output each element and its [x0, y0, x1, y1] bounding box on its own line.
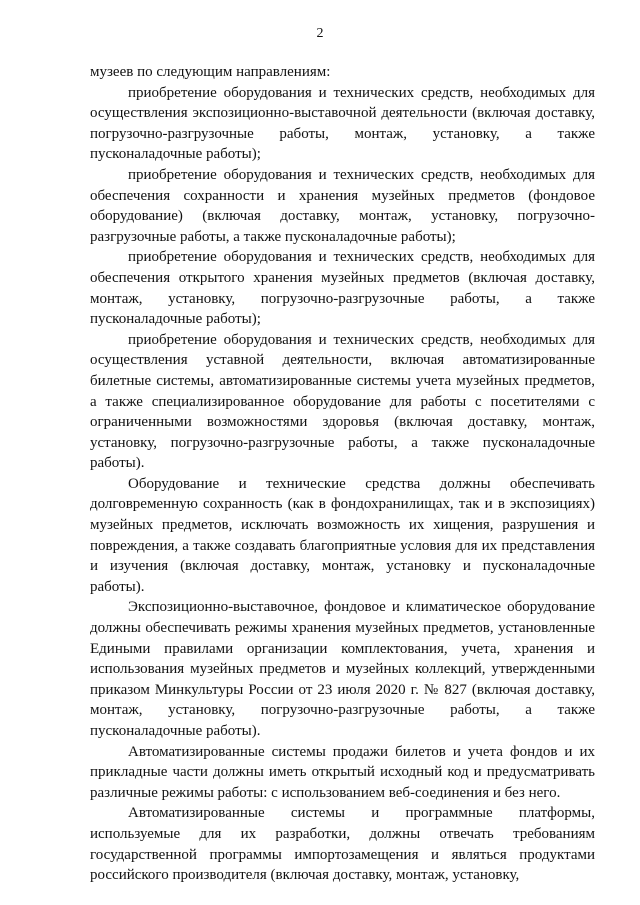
- paragraph-import-substitution: Автоматизированные системы и программные платформы, используемые для их разработки, должны отвечать требованиям государственной программы импортозамещения и являться продуктами российского производителя (включая доставку, монтаж, установку,: [90, 805, 595, 884]
- page-number: 2: [316, 26, 324, 41]
- paragraph-open-storage: приобретение оборудования и технических средств, необходимых для обеспечения открытого хранения музейных предметов (включая доставку, монтаж, установку, погрузочно-разгрузочные работы, а также пусконаладочные работы);: [90, 249, 595, 328]
- paragraph-climate-equipment: Экспозиционно-выставочное, фондовое и климатическое оборудование должны обеспечивать режимы хранения музейных предметов, установленные Едиными правилами организации комплектования, учета, хранения и использования музейных предметов и музейных коллекций, утвержденными приказом Минкультуры России от 23 июля 2020 г. № 827 (включая доставку, монтаж, установку, погрузочно-разгрузочные работы, а также пусконаладочные работы).: [90, 599, 595, 739]
- paragraph-storage-equipment: приобретение оборудования и технических средств, необходимых для обеспечения сохранности и хранения музейных предметов (фондовое оборудование) (включая доставку, монтаж, установку, погрузочно-разгрузочные работы, а также пусконаладочные работы);: [90, 166, 595, 245]
- paragraph-intro: музеев по следующим направлениям:: [90, 64, 331, 80]
- paragraph-preservation-requirements: Оборудование и технические средства должны обеспечивать долговременную сохранность (как в фондохранилищах, так и в экспозициях) музейных предметов, исключать возможность их хищения, разрушения и повреждения, а также создавать благоприятные условия для их представления и изучения (включая доставку, монтаж, установку и пусконаладочные работы).: [90, 475, 595, 595]
- paragraph-statutory-activity: приобретение оборудования и технических средств, необходимых для осуществления уставной деятельности, включая автоматизированные билетные системы, автоматизированные системы учета музейных предметов, а также специализированное оборудование для работы с посетителями с ограниченными возможностями здоровья (включая доставку, монтаж, установку, погрузочно-разгрузочные работы, а также пусконаладочные работы).: [90, 331, 595, 472]
- paragraph-exposition-equipment: приобретение оборудования и технических средств, необходимых для осуществления экспозиционно-выставочной деятельности (включая доставку, погрузочно-разгрузочные работы, монтаж, установку, а также пусконаладочные работы);: [90, 84, 595, 163]
- document-body: [90, 62, 595, 886]
- paragraph-ticket-systems: Автоматизированные системы продажи билетов и учета фондов и их прикладные части должны иметь открытый исходный код и предусматривать различные режимы работы: с использованием веб-соединения и без него.: [90, 743, 595, 801]
